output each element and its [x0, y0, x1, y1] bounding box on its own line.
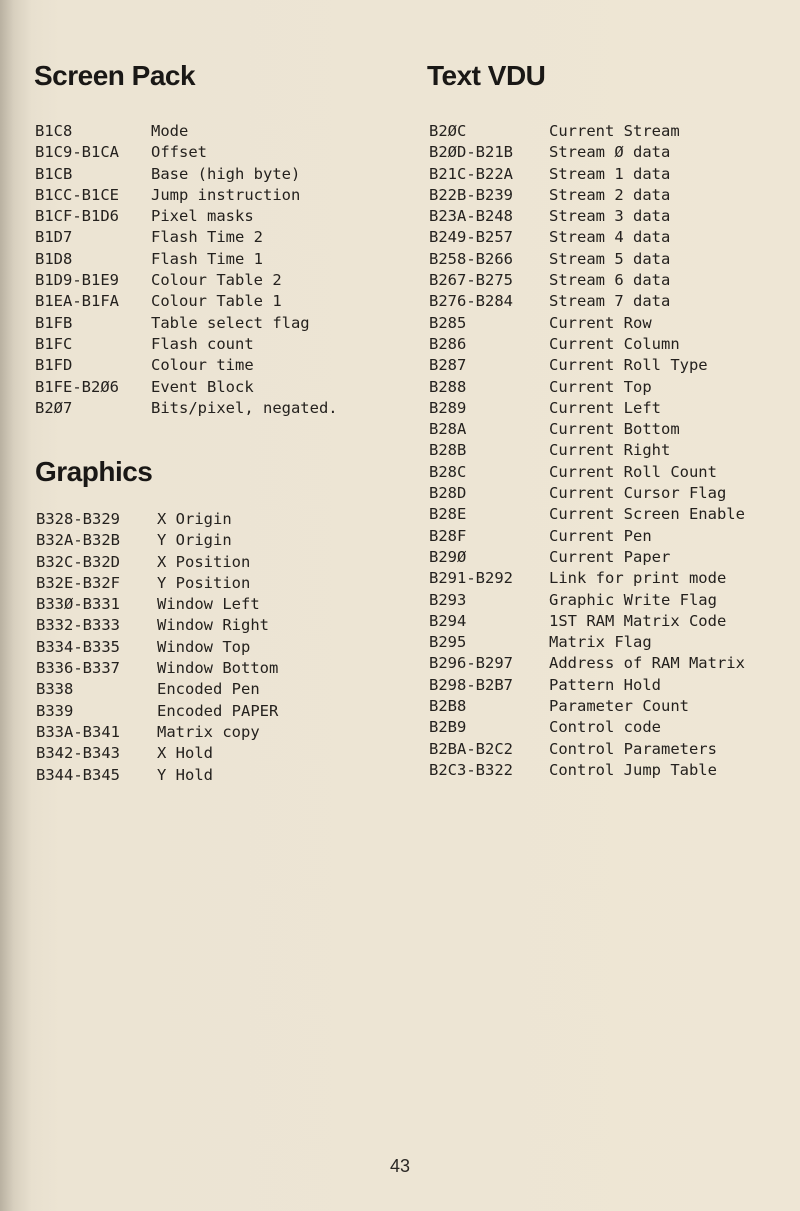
table-row	[36, 765, 387, 786]
table-row	[429, 398, 799, 419]
address-cell: B344-B345	[36, 765, 120, 784]
description-cell: Link for print mode	[549, 569, 727, 588]
address-cell: B1D8	[35, 249, 73, 268]
address-cell: B28C	[429, 462, 467, 481]
description-cell: Window Right	[157, 616, 269, 635]
address-cell: B2C3-B322	[429, 760, 513, 779]
table-row	[36, 615, 387, 636]
description-cell: Stream 6 data	[549, 271, 671, 290]
description-cell: Window Left	[157, 595, 260, 614]
description-cell: Y Origin	[157, 531, 232, 550]
text-vdu-heading: Text VDU	[427, 60, 546, 91]
table-row	[429, 227, 799, 248]
description-cell: Encoded Pen	[157, 680, 260, 699]
table-row	[429, 291, 799, 312]
description-cell: Current Cursor Flag	[549, 484, 727, 503]
address-cell: B339	[36, 701, 74, 720]
table-row	[429, 206, 799, 227]
description-cell: 1ST RAM Matrix Code	[549, 611, 727, 630]
address-cell: B33A-B341	[36, 722, 120, 741]
address-cell: B2Ø7	[35, 398, 73, 417]
table-row	[36, 637, 387, 658]
address-cell: B2BA-B2C2	[429, 739, 513, 758]
description-cell: Current Column	[549, 334, 680, 353]
description-cell: Window Top	[157, 637, 251, 656]
description-cell: Stream 2 data	[549, 185, 671, 204]
table-row	[429, 419, 799, 440]
address-cell: B1FC	[35, 334, 73, 353]
address-cell: B23A-B248	[429, 207, 513, 226]
address-cell: B293	[429, 590, 467, 609]
address-cell: B1D7	[35, 228, 73, 247]
description-cell: Control Jump Table	[549, 760, 717, 779]
address-cell: B332-B333	[36, 616, 120, 635]
address-cell: B295	[429, 633, 467, 652]
description-cell: Flash Time 1	[151, 249, 263, 268]
table-row	[429, 270, 799, 291]
description-cell: Control Parameters	[549, 739, 717, 758]
table-row	[36, 573, 387, 594]
table-row	[429, 440, 799, 461]
address-cell: B258-B266	[429, 249, 513, 268]
table-row	[429, 611, 799, 632]
table-row	[36, 701, 387, 722]
address-cell: B2ØD-B21B	[429, 143, 513, 162]
description-cell: Colour Table 2	[151, 271, 282, 290]
screen-pack-heading: Screen Pack	[34, 60, 196, 91]
address-cell: B1CB	[35, 164, 73, 183]
table-row	[429, 121, 799, 142]
address-cell: B1EA-B1FA	[35, 292, 119, 311]
description-cell: Flash count	[151, 334, 254, 353]
table-row	[429, 526, 799, 547]
address-cell: B22B-B239	[429, 185, 513, 204]
table-row	[35, 398, 391, 419]
table-row	[35, 270, 391, 291]
description-cell: Jump instruction	[151, 185, 301, 204]
address-cell: B28B	[429, 441, 467, 460]
address-cell: B249-B257	[429, 228, 513, 247]
description-cell: Control code	[549, 718, 661, 737]
description-cell: Mode	[151, 122, 189, 140]
description-cell: X Origin	[157, 510, 232, 528]
address-cell: B267-B275	[429, 271, 513, 290]
table-row	[35, 249, 391, 270]
description-cell: Encoded PAPER	[157, 701, 279, 720]
screen-pack-table	[35, 121, 391, 419]
address-cell: B1D9-B1E9	[35, 271, 119, 290]
address-cell: B28D	[429, 484, 467, 503]
table-row	[429, 547, 799, 568]
table-row	[429, 653, 799, 674]
table-row	[429, 355, 799, 376]
description-cell: Colour time	[151, 356, 254, 375]
table-row	[35, 121, 391, 142]
address-cell: B1CF-B1D6	[35, 207, 119, 226]
table-row	[429, 249, 799, 270]
description-cell: Current Paper	[549, 547, 671, 566]
table-row	[429, 632, 799, 653]
address-cell: B1C9-B1CA	[35, 143, 119, 162]
address-cell: B1FE-B2Ø6	[35, 377, 119, 396]
address-cell: B29Ø	[429, 547, 467, 566]
table-row	[36, 679, 387, 700]
table-row	[36, 658, 387, 679]
table-row	[429, 590, 799, 611]
table-row	[35, 142, 391, 163]
description-cell: X Hold	[157, 744, 213, 763]
address-cell: B298-B2B7	[429, 675, 513, 694]
table-row	[36, 743, 387, 764]
address-cell: B291-B292	[429, 569, 513, 588]
address-cell: B289	[429, 398, 467, 417]
table-row	[35, 185, 391, 206]
table-row	[429, 334, 799, 355]
description-cell: Pixel masks	[151, 207, 254, 226]
table-row	[429, 142, 799, 163]
address-cell: B1CC-B1CE	[35, 185, 119, 204]
description-cell: Stream 4 data	[549, 228, 671, 247]
table-row	[36, 552, 387, 573]
description-cell: Y Hold	[157, 765, 213, 784]
description-cell: Current Bottom	[549, 420, 680, 439]
address-cell: B276-B284	[429, 292, 513, 311]
table-row	[429, 739, 799, 760]
description-cell: Current Pen	[549, 526, 652, 545]
address-cell: B21C-B22A	[429, 164, 513, 183]
address-cell: B1FB	[35, 313, 73, 332]
description-cell: Stream 1 data	[549, 164, 671, 183]
address-cell: B32E-B32F	[36, 573, 120, 592]
table-row	[36, 509, 387, 530]
address-cell: B287	[429, 356, 467, 375]
address-cell: B2B9	[429, 718, 467, 737]
address-cell: B2B8	[429, 697, 467, 716]
table-row	[35, 334, 391, 355]
description-cell: Current Roll Count	[549, 462, 717, 481]
address-cell: B285	[429, 313, 467, 332]
description-cell: Current Screen Enable	[549, 505, 745, 524]
table-row	[35, 291, 391, 312]
address-cell: B28F	[429, 526, 467, 545]
address-cell: B286	[429, 334, 467, 353]
description-cell: Flash Time 2	[151, 228, 263, 247]
description-cell: Stream 7 data	[549, 292, 671, 311]
address-cell: B28A	[429, 420, 467, 439]
description-cell: Stream 5 data	[549, 249, 671, 268]
table-row	[35, 227, 391, 248]
address-cell: B338	[36, 680, 74, 699]
address-cell: B296-B297	[429, 654, 513, 673]
table-row	[36, 594, 387, 615]
description-cell: Y Position	[157, 573, 251, 592]
address-cell: B294	[429, 611, 467, 630]
table-row	[35, 377, 391, 398]
address-cell: B33Ø-B331	[36, 595, 120, 614]
description-cell: Window Bottom	[157, 659, 279, 678]
table-row	[429, 185, 799, 206]
address-cell: B28E	[429, 505, 467, 524]
text-vdu-table	[429, 121, 799, 781]
address-cell: B1FD	[35, 356, 73, 375]
table-row	[35, 313, 391, 334]
description-cell: Current Stream	[549, 122, 680, 140]
table-row	[35, 164, 391, 185]
address-cell: B336-B337	[36, 659, 120, 678]
description-cell: Address of RAM Matrix	[549, 654, 745, 673]
address-cell: B288	[429, 377, 467, 396]
description-cell: Graphic Write Flag	[549, 590, 717, 609]
table-row	[36, 530, 387, 551]
address-cell: B334-B335	[36, 637, 120, 656]
description-cell: Current Roll Type	[549, 356, 708, 375]
description-cell: Event Block	[151, 377, 254, 396]
address-cell: B32A-B32B	[36, 531, 120, 550]
page-number: 43	[389, 1156, 411, 1176]
table-row	[429, 568, 799, 589]
table-row	[429, 164, 799, 185]
description-cell: Parameter Count	[549, 697, 689, 716]
table-row	[429, 377, 799, 398]
description-cell: Current Right	[549, 441, 671, 460]
table-row	[35, 206, 391, 227]
table-row	[429, 717, 799, 738]
description-cell: Current Left	[549, 398, 661, 417]
description-cell: Bits/pixel, negated.	[151, 398, 338, 417]
graphics-heading: Graphics	[35, 456, 153, 487]
description-cell: Matrix Flag	[549, 633, 652, 652]
description-cell: Current Top	[549, 377, 652, 396]
table-row	[429, 504, 799, 525]
table-row	[429, 675, 799, 696]
table-row	[36, 722, 387, 743]
table-row	[429, 313, 799, 334]
table-row	[429, 760, 799, 781]
address-cell: B32C-B32D	[36, 552, 120, 571]
table-row	[429, 483, 799, 504]
address-cell: B1C8	[35, 122, 73, 140]
description-cell: Stream Ø data	[549, 143, 671, 162]
table-row	[429, 462, 799, 483]
description-cell: X Position	[157, 552, 251, 571]
description-cell: Matrix copy	[157, 722, 260, 741]
description-cell: Offset	[151, 143, 207, 162]
graphics-table	[36, 509, 387, 786]
description-cell: Stream 3 data	[549, 207, 671, 226]
address-cell: B2ØC	[429, 122, 467, 140]
description-cell: Base (high byte)	[151, 164, 301, 183]
description-cell: Pattern Hold	[549, 675, 661, 694]
description-cell: Current Row	[549, 313, 652, 332]
description-cell: Table select flag	[151, 313, 310, 332]
address-cell: B328-B329	[36, 510, 120, 528]
table-row	[35, 355, 391, 376]
table-row	[429, 696, 799, 717]
address-cell: B342-B343	[36, 744, 120, 763]
description-cell: Colour Table 1	[151, 292, 282, 311]
